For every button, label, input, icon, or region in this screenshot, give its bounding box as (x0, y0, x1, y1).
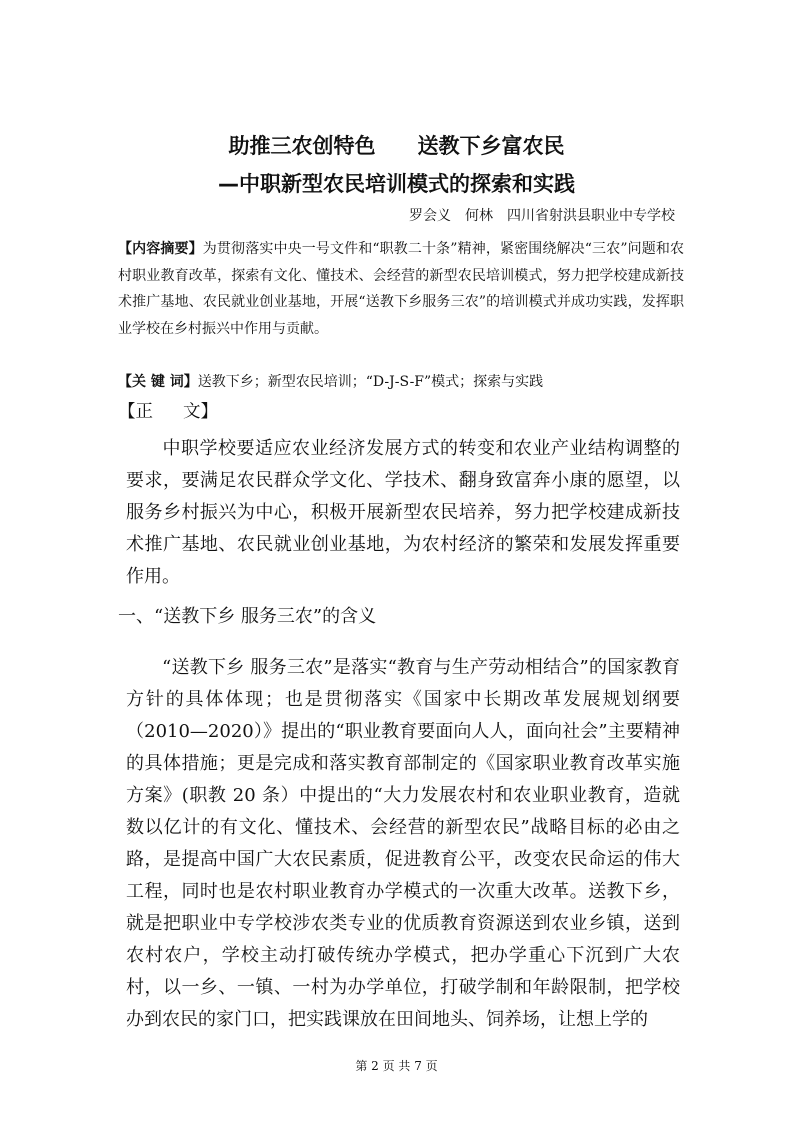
body-heading (118, 399, 218, 425)
paragraph-intro-text: 中职学校要适应农业经济发展方式的转变和农业产业结构调整的要求，要满足农民群众学文化、学技术、翻身致富奔小康的愿望，以服务乡村振兴为中心，积极开展新型农民培养，努力把学校建成新技术推广基地、农民就业创业基地，为农村经济的繁荣和发展发挥重要作用。 (126, 438, 680, 587)
author-affiliation: 四川省射洪县职业中专学校 (507, 208, 675, 224)
keywords-text: 送教下乡；新型农民培训；“D-J-S-F”模式；探索与实践 (197, 374, 544, 390)
abstract-block (118, 236, 684, 342)
paragraph-meaning (126, 652, 680, 1036)
title-part2: 送教下乡富农民 (417, 134, 565, 158)
author-line (409, 206, 675, 226)
body-heading-close: 文】 (183, 402, 218, 422)
section-title: 一、“送教下乡 服务三农”的含义 (118, 606, 377, 627)
paragraph-intro (126, 433, 680, 593)
page-number-footer: 第 2 页 共 7 页 (355, 1059, 438, 1073)
keywords-label: 【关 键 词】 (118, 374, 198, 390)
body-heading-open: 【正 (118, 402, 153, 422)
paragraph-meaning-text: “送教下乡 服务三农”是落实“教育与生产劳动相结合”的国家教育方针的具体体现；也是贯彻落实《国家中长期改革发展规划纲要（2010—2020）》提出的“职业教育要面向人人，面向社会”主要精神的具体措施；更是完成和落实教育部制定的《国家职业教育改革实施方案》(职教 20 条）中提出的“大力发展农村和农业职业教育，造就数以亿计的有文化、懂技术、会经营的新型农民”战略目标的必由之路，是提高中国广大农民素质，促进教育公平，改变农民命运的伟大工程，同时也是农村职业教育办学模式的一次重大改革。送教下乡，就是把职业中专学校涉农类专业的优质教育资源送到农业乡镇，送到农村农户，学校主动打破传统办学模式，把办学重心下沉到广大农村，以一乡、一镇、一村为办学单位，打破学制和年龄限制，把学校办到农民的家门口，把实践课放在田间地头、饲养场，让想上学的 (126, 657, 680, 1030)
abstract-text: 为贯彻落实中央一号文件和“职教二十条”精神，紧密围绕解决“三农”问题和农村职业教育改革，探索有文化、懂技术、会经营的新型农民培训模式，努力把学校建成新技术推广基地、农民就业创业基地，开展“送教下乡服务三农”的培训模式并成功实践，发挥职业学校在乡村振兴中作用与贡献。 (118, 241, 684, 337)
document-subtitle: —中职新型农民培训模式的探索和实践 (218, 172, 575, 196)
abstract-label: 【内容摘要】 (118, 241, 203, 257)
title-part1: 助推三农创特色 (228, 134, 376, 158)
author-names: 罗会义 何林 (409, 208, 493, 224)
keywords-block (118, 371, 684, 393)
document-title-line1 (0, 132, 793, 160)
